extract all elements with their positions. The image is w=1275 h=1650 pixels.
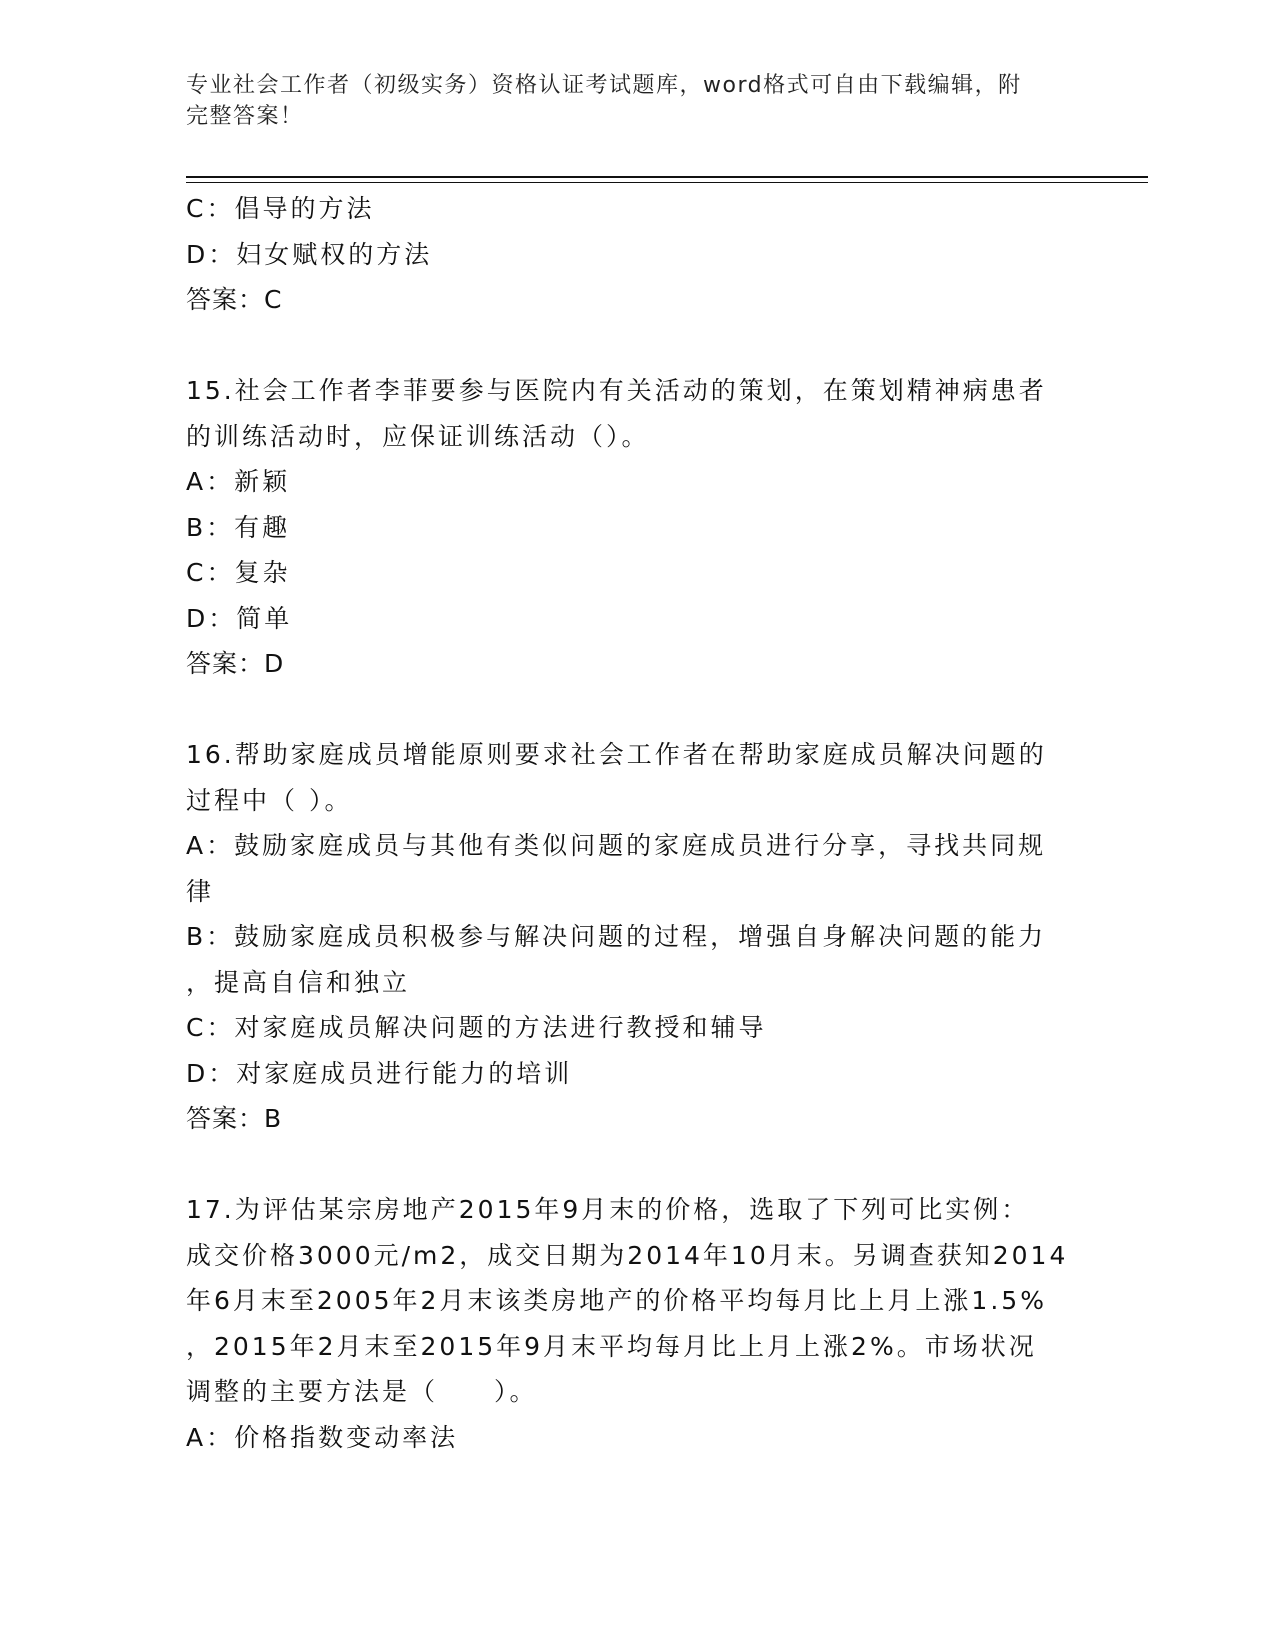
question-content bbox=[186, 186, 1086, 1460]
q17-stem-line-3: 年6月末至2005年2月末该类房地产的价格平均每月比上月上涨1.5% bbox=[186, 1286, 1047, 1315]
q17-stem-line-2: 成交价格3000元/m2，成交日期为2014年10月末。另调查获知2014 bbox=[186, 1240, 1069, 1270]
q17-stem-line-4: ，2015年2月末至2015年9月末平均每月比上月上涨2%。市场状况 bbox=[186, 1331, 1037, 1361]
q16-stem-line-1: 16.帮助家庭成员增能原则要求社会工作者在帮助家庭成员解决问题的 bbox=[186, 740, 1047, 769]
q15-stem-line-2: 的训练活动时，应保证训练活动（）。 bbox=[186, 421, 650, 451]
q16-option-c: C：对家庭成员解决问题的方法进行教授和辅导 bbox=[186, 1013, 767, 1042]
q14-option-d: D：妇女赋权的方法 bbox=[186, 239, 433, 269]
q15-option-b: B：有趣 bbox=[186, 512, 291, 542]
document-header bbox=[186, 70, 1066, 132]
q16-answer: 答案：B bbox=[186, 1104, 283, 1133]
q15-option-c: C：复杂 bbox=[186, 558, 291, 587]
q15-answer: 答案：D bbox=[186, 649, 285, 678]
spacer bbox=[186, 1142, 1086, 1188]
q16-option-d: D：对家庭成员进行能力的培训 bbox=[186, 1058, 573, 1088]
spacer bbox=[186, 687, 1086, 733]
q14-answer: 答案：C bbox=[186, 285, 283, 314]
header-rule-thick bbox=[186, 176, 1148, 178]
q14-option-c: C：倡导的方法 bbox=[186, 194, 375, 223]
q16-option-b-line-2: ，提高自信和独立 bbox=[186, 967, 411, 997]
q16-option-a-line-1: A：鼓励家庭成员与其他有类似问题的家庭成员进行分享，寻找共同规 bbox=[186, 831, 1047, 860]
q15-option-a: A：新颖 bbox=[186, 467, 291, 496]
q16-stem-line-2: 过程中（ ）。 bbox=[186, 785, 353, 815]
q17-option-a: A：价格指数变动率法 bbox=[186, 1422, 459, 1452]
spacer bbox=[186, 323, 1086, 369]
q17-stem-line-5: 调整的主要方法是（ ）。 bbox=[186, 1377, 538, 1406]
q16-option-b-line-1: B：鼓励家庭成员积极参与解决问题的过程，增强自身解决问题的能力 bbox=[186, 922, 1047, 951]
header-rule-thin bbox=[186, 182, 1148, 183]
header-line-1: 专业社会工作者（初级实务）资格认证考试题库，word格式可自由下载编辑，附 bbox=[186, 73, 1022, 98]
q16-option-a-line-2: 律 bbox=[186, 876, 215, 906]
header-line-2: 完整答案！ bbox=[186, 104, 304, 129]
q15-stem-line-1: 15.社会工作者李菲要参与医院内有关活动的策划，在策划精神病患者 bbox=[186, 376, 1047, 405]
q17-stem-line-1: 17.为评估某宗房地产2015年9月末的价格，选取了下列可比实例： bbox=[186, 1195, 1030, 1224]
q15-option-d: D：简单 bbox=[186, 603, 293, 633]
